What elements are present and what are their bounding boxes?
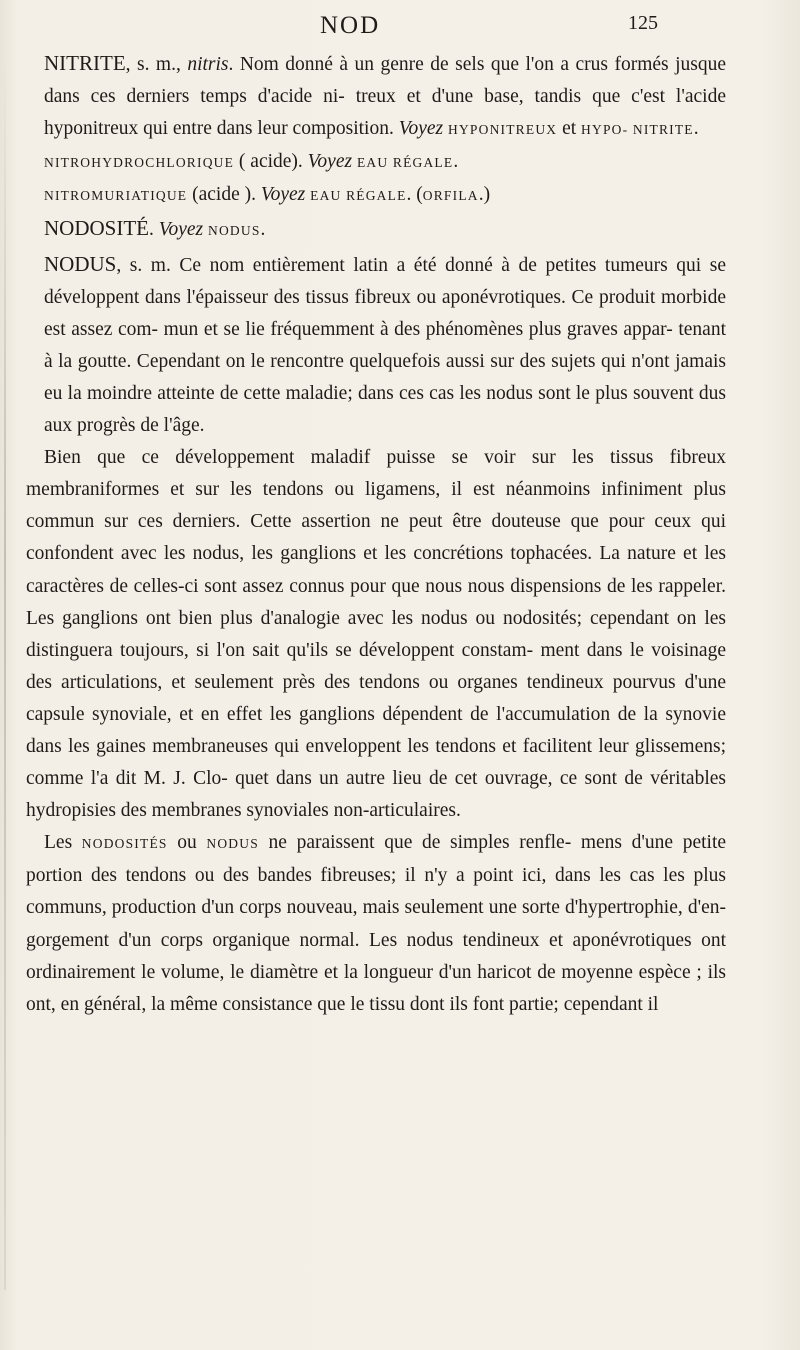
see-also: Voyez [158, 219, 204, 241]
entry-nitrohydrochlorique: NITROHYDROCHLORIQUE ( acide). Voyez EAU RÉGALE. [44, 151, 459, 173]
small-caps-term: NODOSITÉS [81, 836, 168, 852]
headword: NITROMURIATIQUE [44, 188, 188, 204]
cross-reference: EAU RÉGALE [356, 155, 454, 171]
running-head: NOD [320, 12, 381, 39]
headword: NITROHYDROCHLORIQUE [44, 155, 235, 171]
gutter-shadow [4, 60, 6, 1290]
dictionary-text [26, 47, 726, 1021]
headword: NITRITE [44, 51, 126, 75]
headword: NODOSITÉ [44, 216, 149, 241]
paragraph: Les NODOSITÉS ou NODUS ne paraissent que de simples renfle- mens d'une petite portion des tendons ou des bandes fibreuses; il n'y a point ici, dans les cas les plus communs, production d'un corps nouveau, mais seulement une sorte d'hypertrophie, d'en- gorgement d'un corps organique normal. Les nodus tendineux et aponévrotiques ont ordinairement le volume, le diamètre et la longueur d'un haricot de moyenne espèce ; ils ont, en général, la même consistance que le tissu dont ils font partie; cependant il [26, 832, 727, 1015]
entry-nodus [26, 248, 726, 443]
cross-reference: HYPO- NITRITE [581, 122, 694, 138]
see-also: Voyez [398, 118, 444, 140]
paragraph-text: , s. m. Ce nom entièrement latin a été donné à de petites tumeurs qui se développent dans l'épaisseur des tissus fibreux ou aponévrotiques. Ce produit morbide est assez com- mun et se lie fréquemment à des phénomènes plus graves appar- tenant à la goutte. Cependant on le rencontre quelquefois aussi sur des sujets qui n'ont jamais eu la moindre atteinte de cette maladie; dans ces cas les nodus sont le plus souvent dus aux progrès de l'âge. [44, 254, 726, 437]
etymology: nitris [187, 54, 229, 75]
cross-reference: HYPONITREUX [448, 122, 558, 138]
see-also: Voyez [307, 151, 353, 173]
author-signature: ORFILA [422, 188, 479, 204]
cross-reference: EAU RÉGALE [310, 188, 407, 204]
small-caps-term: NODUS [206, 836, 259, 852]
cross-reference: NODUS [208, 223, 261, 239]
entry-nodosite: NODOSITÉ. Voyez NODUS. [44, 216, 266, 241]
paragraph: Bien que ce développement maladif puisse se voir sur les tissus fibreux membraniformes et sur les tendons ou ligamens, il est néanmoins infiniment plus commun sur ces derniers. Cette assertion ne peut être douteuse que pour ceux qui confondent avec les nodus, les ganglions et les concrétions tophacées. La nature et les caractères de celles-ci sont assez connus pour que nous nous dispensions de les rappeler. Les ganglions ont bien plus d'analogie avec les nodus ou nodosités; cependant on les distinguera toujours, si l'on sait qu'ils se développent constam- ment dans le voisinage des articulations, et seulement près des tendons ou organes tendineux pourvus d'une capsule synoviale, et en effet les ganglions dépendent de l'accumulation de la synovie dans les gaines membraneuses qui enveloppent les tendons et facilitent leur glissemens; comme l'a dit M. J. Clo- quet dans un autre lieu de cet ouvrage, ce sont de véritables hydropisies des membranes synoviales non-articulaires. [26, 447, 726, 822]
page-number: 125 [628, 12, 658, 34]
headword: NODUS [44, 251, 117, 276]
see-also: Voyez [260, 184, 306, 206]
page-header [0, 10, 800, 50]
entry-nitrite: NITRITE, s. m., nitris. Nom donné à un genre de sels que l'on a crus formés jusque dans ces derniers temps d'acide ni- treux et d'une base, tandis que c'est l'acide hyponitreux qui entre dans leur composition. Voyez HYPONITREUX et HYPO- NITRITE. [44, 51, 726, 140]
entry-nitromuriatique: NITROMURIATIQUE (acide ). Voyez EAU RÉGALE. (ORFILA.) [44, 184, 491, 206]
